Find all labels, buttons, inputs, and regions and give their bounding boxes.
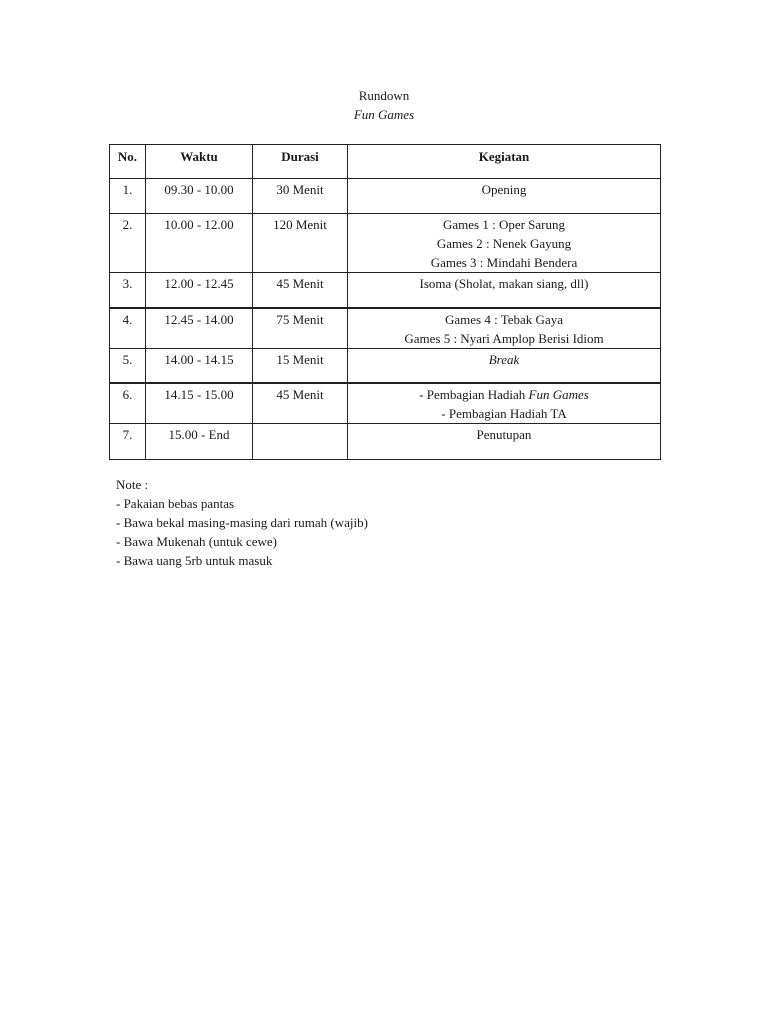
cell-waktu: 14.00 - 14.15: [146, 348, 253, 383]
cell-no: 5.: [110, 348, 146, 383]
kegiatan-line: Isoma (Sholat, makan siang, dll): [419, 276, 589, 291]
note-item: - Bawa Mukenah (untuk cewe): [116, 534, 277, 549]
notes-heading: Note :: [116, 477, 149, 492]
document-subtitle: Fun Games: [353, 107, 415, 122]
cell-no: 7.: [110, 424, 146, 460]
cell-kegiatan: [348, 179, 661, 214]
cell-no: 4.: [110, 308, 146, 349]
cell-no: 2.: [110, 214, 146, 273]
cell-durasi: 30 Menit: [253, 179, 348, 214]
cell-no: 6.: [110, 383, 146, 424]
kegiatan-line: Opening: [481, 182, 527, 197]
kegiatan-line: Games 5 : Nyari Amplop Berisi Idiom: [404, 330, 604, 346]
table-row: [110, 273, 661, 308]
header-kegiatan: Kegiatan: [348, 145, 661, 179]
note-item: - Bawa uang 5rb untuk masuk: [116, 553, 273, 568]
kegiatan-line: Games 3 : Mindahi Bendera: [430, 255, 578, 270]
cell-kegiatan: [348, 348, 661, 383]
cell-waktu: 09.30 - 10.00: [146, 179, 253, 214]
table-row: [110, 383, 661, 424]
kegiatan-line: [348, 385, 660, 404]
table-row: [110, 214, 661, 273]
cell-kegiatan: [348, 424, 661, 460]
kegiatan-line: Penutupan: [476, 427, 532, 442]
table-row: [110, 348, 661, 383]
cell-durasi: 120 Menit: [253, 214, 348, 273]
header-waktu: Waktu: [146, 145, 253, 179]
kegiatan-text: - Pembagian Hadiah: [419, 387, 529, 402]
kegiatan-line: Games 4 : Tebak Gaya: [445, 311, 563, 327]
cell-durasi: 75 Menit: [253, 308, 348, 349]
table-row: [110, 424, 661, 460]
rundown-table: [109, 144, 661, 460]
document-title: Rundown: [358, 88, 410, 103]
note-item: - Pakaian bebas pantas: [116, 496, 235, 511]
cell-waktu: 15.00 - End: [146, 424, 253, 460]
kegiatan-line: Games 2 : Nenek Gayung: [436, 236, 572, 251]
cell-waktu: 10.00 - 12.00: [146, 214, 253, 273]
table-body: [110, 179, 661, 460]
cell-kegiatan: [348, 214, 661, 273]
notes-section: [116, 475, 368, 570]
kegiatan-line: Break: [488, 351, 520, 367]
cell-waktu: 14.15 - 15.00: [146, 383, 253, 424]
header-durasi: Durasi: [253, 145, 348, 179]
kegiatan-line: Games 1 : Oper Sarung: [442, 217, 566, 232]
cell-kegiatan: [348, 273, 661, 308]
cell-kegiatan: [348, 308, 661, 349]
cell-durasi: 15 Menit: [253, 348, 348, 383]
table-header-row: [110, 145, 661, 179]
cell-waktu: 12.00 - 12.45: [146, 273, 253, 308]
cell-no: 3.: [110, 273, 146, 308]
cell-durasi: 45 Menit: [253, 383, 348, 424]
table-row: [110, 308, 661, 349]
header-no: No.: [110, 145, 146, 179]
cell-waktu: 12.45 - 14.00: [146, 308, 253, 349]
cell-no: 1.: [110, 179, 146, 214]
note-item: - Bawa bekal masing-masing dari rumah (wajib): [116, 515, 368, 530]
table-row: [110, 179, 661, 214]
kegiatan-line: - Pembagian Hadiah TA: [441, 406, 567, 421]
cell-kegiatan: [348, 383, 661, 424]
kegiatan-italic-text: Fun Games: [528, 387, 589, 402]
cell-durasi: 45 Menit: [253, 273, 348, 308]
cell-durasi: [253, 424, 348, 460]
